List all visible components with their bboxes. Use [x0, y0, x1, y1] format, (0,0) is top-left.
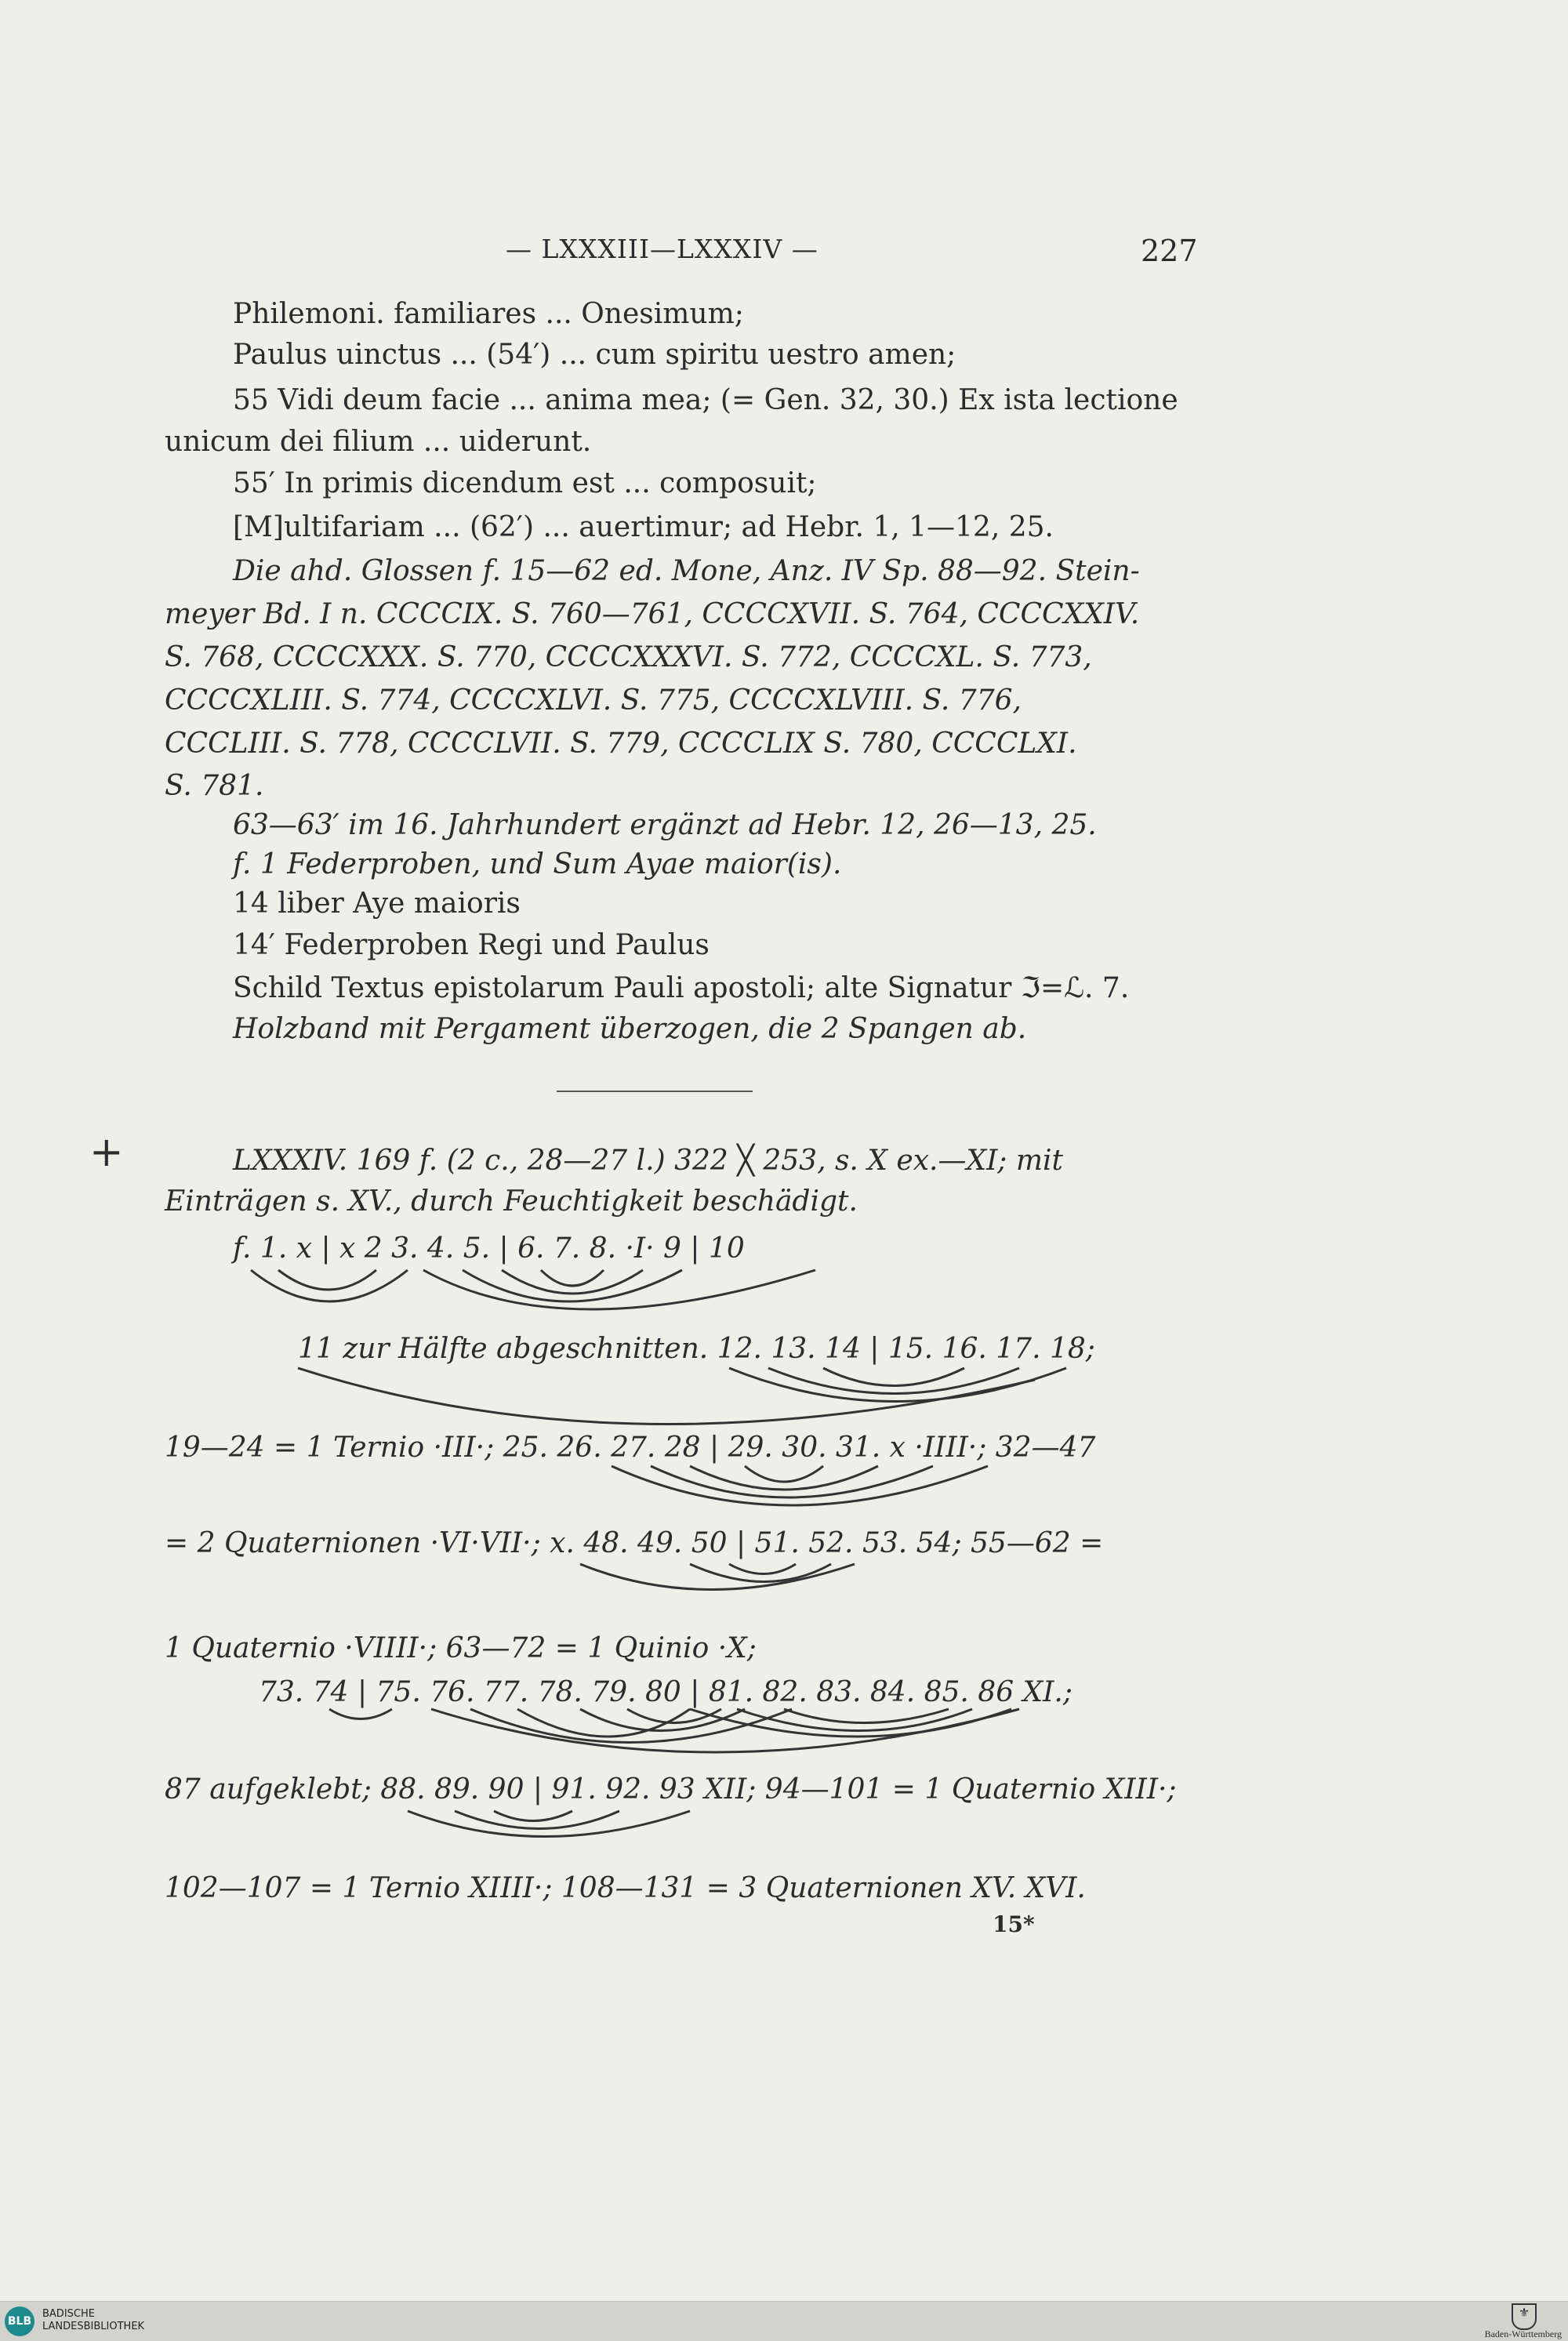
collation-line: 11 zur Hälfte abgeschnitten. 12. 13. 14 | 15. 16. 17. 18; — [298, 1333, 1095, 1365]
text-line: Holzband mit Pergament überzogen, die 2 Spangen ab. — [233, 1013, 1027, 1045]
page-number: 227 — [1141, 234, 1198, 268]
text-line: f. 1 Federproben, und Sum Ayae maior(is). — [233, 848, 842, 880]
text-line: unicum dei filium ... uiderunt. — [165, 426, 592, 458]
text-line: meyer Bd. I n. CCCCIX. S. 760—761, CCCCXVII. S. 764, CCCCXXIV. — [165, 598, 1140, 630]
collation-arc — [729, 1564, 796, 1574]
text-line: CCCLIII. S. 778, CCCCLVII. S. 779, CCCCLIX S. 780, CCCCLXI. — [165, 728, 1077, 760]
library-name — [42, 2308, 144, 2333]
text-line: 55′ In primis dicendum est ... composuit; — [233, 467, 817, 499]
margin-mark: + — [89, 1129, 124, 1176]
signature-mark: 15* — [993, 1911, 1035, 1937]
library-footer — [0, 2301, 1568, 2341]
text-line: Paulus uinctus ... (54′) ... cum spiritu uestro amen; — [233, 339, 956, 371]
library-logo-icon: BLB — [5, 2307, 34, 2336]
collation-arc — [745, 1466, 823, 1482]
text-line: 14′ Federproben Regi und Paulus — [233, 929, 710, 961]
library-name-line: BADISCHE — [42, 2308, 95, 2320]
collation-line: 73. 74 | 75. 76. 77. 78. 79. 80 | 81. 82. 83. 84. 85. 86 XI.; — [259, 1676, 1073, 1708]
collation-line: 19—24 = 1 Ternio ·III·; 25. 26. 27. 28 | 29. 30. 31. x ·IIII·; 32—47 — [165, 1432, 1096, 1464]
collation-arc — [580, 1709, 745, 1731]
text-line: Die ahd. Glossen f. 15—62 ed. Mone, Anz. IV Sp. 88—92. Stein- — [233, 555, 1140, 587]
collation-arc — [627, 1709, 721, 1723]
text-line: S. 768, CCCCXXX. S. 770, CCCCXXXVI. S. 772, CCCCXL. S. 773, — [165, 641, 1092, 673]
collation-line: = 2 Quaternionen ·VI·VII·; x. 48. 49. 50 | 51. 52. 53. 54; 55—62 = — [165, 1527, 1104, 1559]
collation-arc — [690, 1466, 878, 1490]
collation-arc — [541, 1270, 604, 1286]
collation-line: 87 aufgeklebt; 88. 89. 90 | 91. 92. 93 XII; 94—101 = 1 Quaternio XIII·; — [165, 1773, 1177, 1806]
collation-arc — [329, 1709, 392, 1719]
text-line: 55 Vidi deum facie ... anima mea; (= Gen. 32, 30.) Ex ista lectione — [233, 384, 1178, 416]
text-line: [M]ultifariam ... (62′) ... auertimur; ad Hebr. 1, 1—12, 25. — [233, 511, 1054, 543]
collation-arc — [823, 1368, 964, 1386]
collation-arc — [580, 1564, 855, 1590]
text-line: 63—63′ im 16. Jahrhundert ergänzt ad Hebr. 12, 26—13, 25. — [233, 809, 1097, 841]
text-line: S. 781. — [165, 770, 264, 802]
collation-arc — [423, 1270, 815, 1309]
text-line: Einträgen s. XV., durch Feuchtigkeit beschädigt. — [165, 1185, 858, 1218]
text-line: 14 liber Aye maioris — [233, 887, 521, 920]
collation-arc — [278, 1270, 376, 1290]
text-line: Schild Textus epistolarum Pauli apostoli; alte Signatur ℑ=ℒ. 7. — [233, 972, 1130, 1004]
collation-line: 102—107 = 1 Ternio XIIII·; 108—131 = 3 Quaternionen XV. XVI. — [165, 1872, 1086, 1904]
collation-arc — [784, 1709, 949, 1723]
collation-arc — [408, 1811, 690, 1837]
collation-arc — [470, 1709, 792, 1743]
collation-arc — [612, 1466, 988, 1505]
collation-line: 1 Quaternio ·VIIII·; 63—72 = 1 Quinio ·X; — [165, 1632, 757, 1664]
entry-heading: LXXXIV. 169 f. (2 c., 28—27 l.) 322 ╳ 253, s. X ex.—XI; mit — [233, 1145, 1063, 1177]
library-name-line: LANDESBIBLIOTHEK — [42, 2321, 145, 2332]
collation-arc — [298, 1368, 1035, 1424]
text-line: Philemoni. familiares ... Onesimum; — [233, 298, 744, 330]
region-label: Baden-Württemberg — [1484, 2328, 1562, 2339]
collation-arc — [494, 1811, 572, 1821]
collation-arc — [768, 1368, 1019, 1394]
text-line: CCCCXLIII. S. 774, CCCCXLVI. S. 775, CCCCXLVIII. S. 776, — [165, 684, 1022, 717]
running-title: — LXXXIII—LXXXIV — — [506, 234, 818, 264]
collation-arc — [251, 1270, 408, 1301]
crest-icon: ⚜ — [1512, 2303, 1537, 2330]
collation-arc — [502, 1270, 643, 1294]
collation-line: f. 1. x | x 2 3. 4. 5. | 6. 7. 8. ·I· 9 | 10 — [233, 1232, 745, 1265]
